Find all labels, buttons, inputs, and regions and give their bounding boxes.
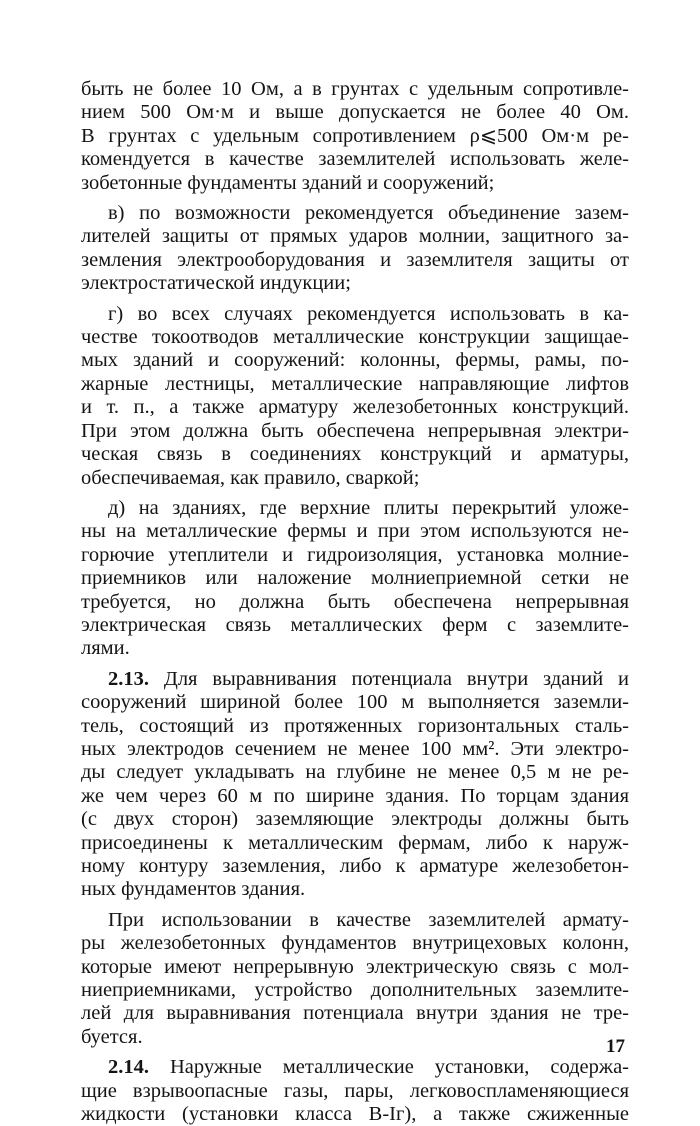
paragraph-1 bbox=[81, 78, 629, 195]
text-line: честве токоотводов металлические конструкции защищае- bbox=[81, 326, 629, 349]
text-line: сооружений шириной более 100 м выполняется заземли- bbox=[81, 691, 629, 714]
text-line: (с двух сторон) заземляющие электроды должны быть bbox=[81, 808, 629, 831]
document-page bbox=[81, 78, 629, 1126]
text-line: лей для выравнивания потенциала внутри здания не тре- bbox=[81, 1002, 629, 1025]
paragraph-item-g bbox=[81, 303, 629, 490]
text-line: в) по возможности рекомендуется объединение зазем- bbox=[108, 202, 629, 225]
paragraph-foundations bbox=[81, 909, 629, 1049]
text-line: жарные лестницы, металлические направляющие лифтов bbox=[81, 372, 629, 395]
text-line: тель, состоящий из протяженных горизонтальных сталь- bbox=[81, 714, 629, 737]
text-line: приемников или наложение молниеприемной сетки не bbox=[81, 567, 629, 590]
text-line: обеспечиваемая, как правило, сваркой; bbox=[81, 466, 420, 489]
text-line: требуется, но должна быть обеспечена непрерывная bbox=[81, 590, 629, 613]
text-line: г) во всех случаях рекомендуется использовать в ка- bbox=[108, 302, 629, 325]
text-line: электрическая связь металлических ферм с заземлите- bbox=[81, 613, 629, 636]
text-line: ны на металлические фермы и при этом используются не- bbox=[81, 520, 629, 543]
text-line bbox=[81, 1056, 629, 1079]
text-line: жидкости (установки класса В-Iг), а также сжиженные bbox=[81, 1103, 629, 1126]
text-line: д) на зданиях, где верхние плиты перекрытий уложе- bbox=[108, 496, 629, 519]
text-line: которые имеют непрерывную электрическую связь с мол- bbox=[81, 955, 629, 978]
text-line: земления электрооборудования и заземлителя защиты от bbox=[81, 248, 629, 271]
text-line: нием 500 Ом·м и выше допускается не более 40 Ом. bbox=[81, 101, 629, 124]
section-lead-text: Наружные металлические установки, содержа- bbox=[149, 1056, 629, 1079]
text-line bbox=[81, 668, 629, 691]
text-line: ных электродов сечением не менее 100 мм². Эти электро- bbox=[81, 737, 629, 760]
text-line: буется. bbox=[81, 1025, 143, 1048]
text-line: При использовании в качестве заземлителей армату- bbox=[108, 908, 629, 931]
text-line: комендуется в качестве заземлителей использовать желе- bbox=[81, 148, 629, 171]
text-line: электростатической индукции; bbox=[81, 272, 351, 295]
text-line: ных фундаментов здания. bbox=[81, 878, 306, 901]
text-line: быть не более 10 Ом, а в грунтах с удельным сопротивле- bbox=[81, 78, 629, 100]
section-number: 2.14. bbox=[108, 1056, 149, 1079]
text-line: ды следует укладывать на глубине не менее 0,5 м не ре- bbox=[81, 761, 629, 784]
text-line: ниеприемниками, устройство дополнительных заземлите- bbox=[81, 979, 629, 1002]
text-line: лями. bbox=[81, 637, 130, 660]
text-line: присоединены к металлическим фермам, либо к наруж- bbox=[81, 831, 629, 854]
section-lead-text: Для выравнивания потенциала внутри зданий и bbox=[149, 667, 629, 690]
section-number: 2.13. bbox=[108, 667, 149, 690]
text-line: ному контуру заземления, либо к арматуре железобетон- bbox=[81, 855, 629, 877]
text-line: же чем через 60 м по ширине здания. По торцам здания bbox=[81, 784, 629, 807]
text-line: горючие утеплители и гидроизоляция, установка молние- bbox=[81, 543, 629, 566]
paragraph-item-v bbox=[81, 202, 629, 296]
section-2-13 bbox=[81, 668, 629, 902]
text-line: ческая связь в соединениях конструкций и арматуры, bbox=[81, 443, 629, 466]
text-line: ры железобетонных фундаментов внутрицеховых колонн, bbox=[81, 932, 629, 955]
text-line: зобетонные фундаменты зданий и сооружений; bbox=[81, 171, 495, 194]
text-line: лителей защиты от прямых ударов молнии, защитного за- bbox=[81, 225, 629, 248]
page-number: 17 bbox=[606, 1036, 625, 1057]
text-line: мых зданий и сооружений: колонны, фермы, рамы, по- bbox=[81, 349, 629, 372]
text-line: При этом должна быть обеспечена непрерывная электри- bbox=[81, 419, 629, 442]
paragraph-item-d bbox=[81, 497, 629, 661]
text-line: В грунтах с удельным сопротивлением ρ⩽500 Ом·м ре- bbox=[81, 124, 629, 147]
section-2-14 bbox=[81, 1056, 629, 1126]
text-line: щие взрывоопасные газы, пары, легковоспламеняющиеся bbox=[81, 1079, 629, 1102]
text-line: и т. п., а также арматуру железобетонных конструкций. bbox=[81, 396, 629, 419]
